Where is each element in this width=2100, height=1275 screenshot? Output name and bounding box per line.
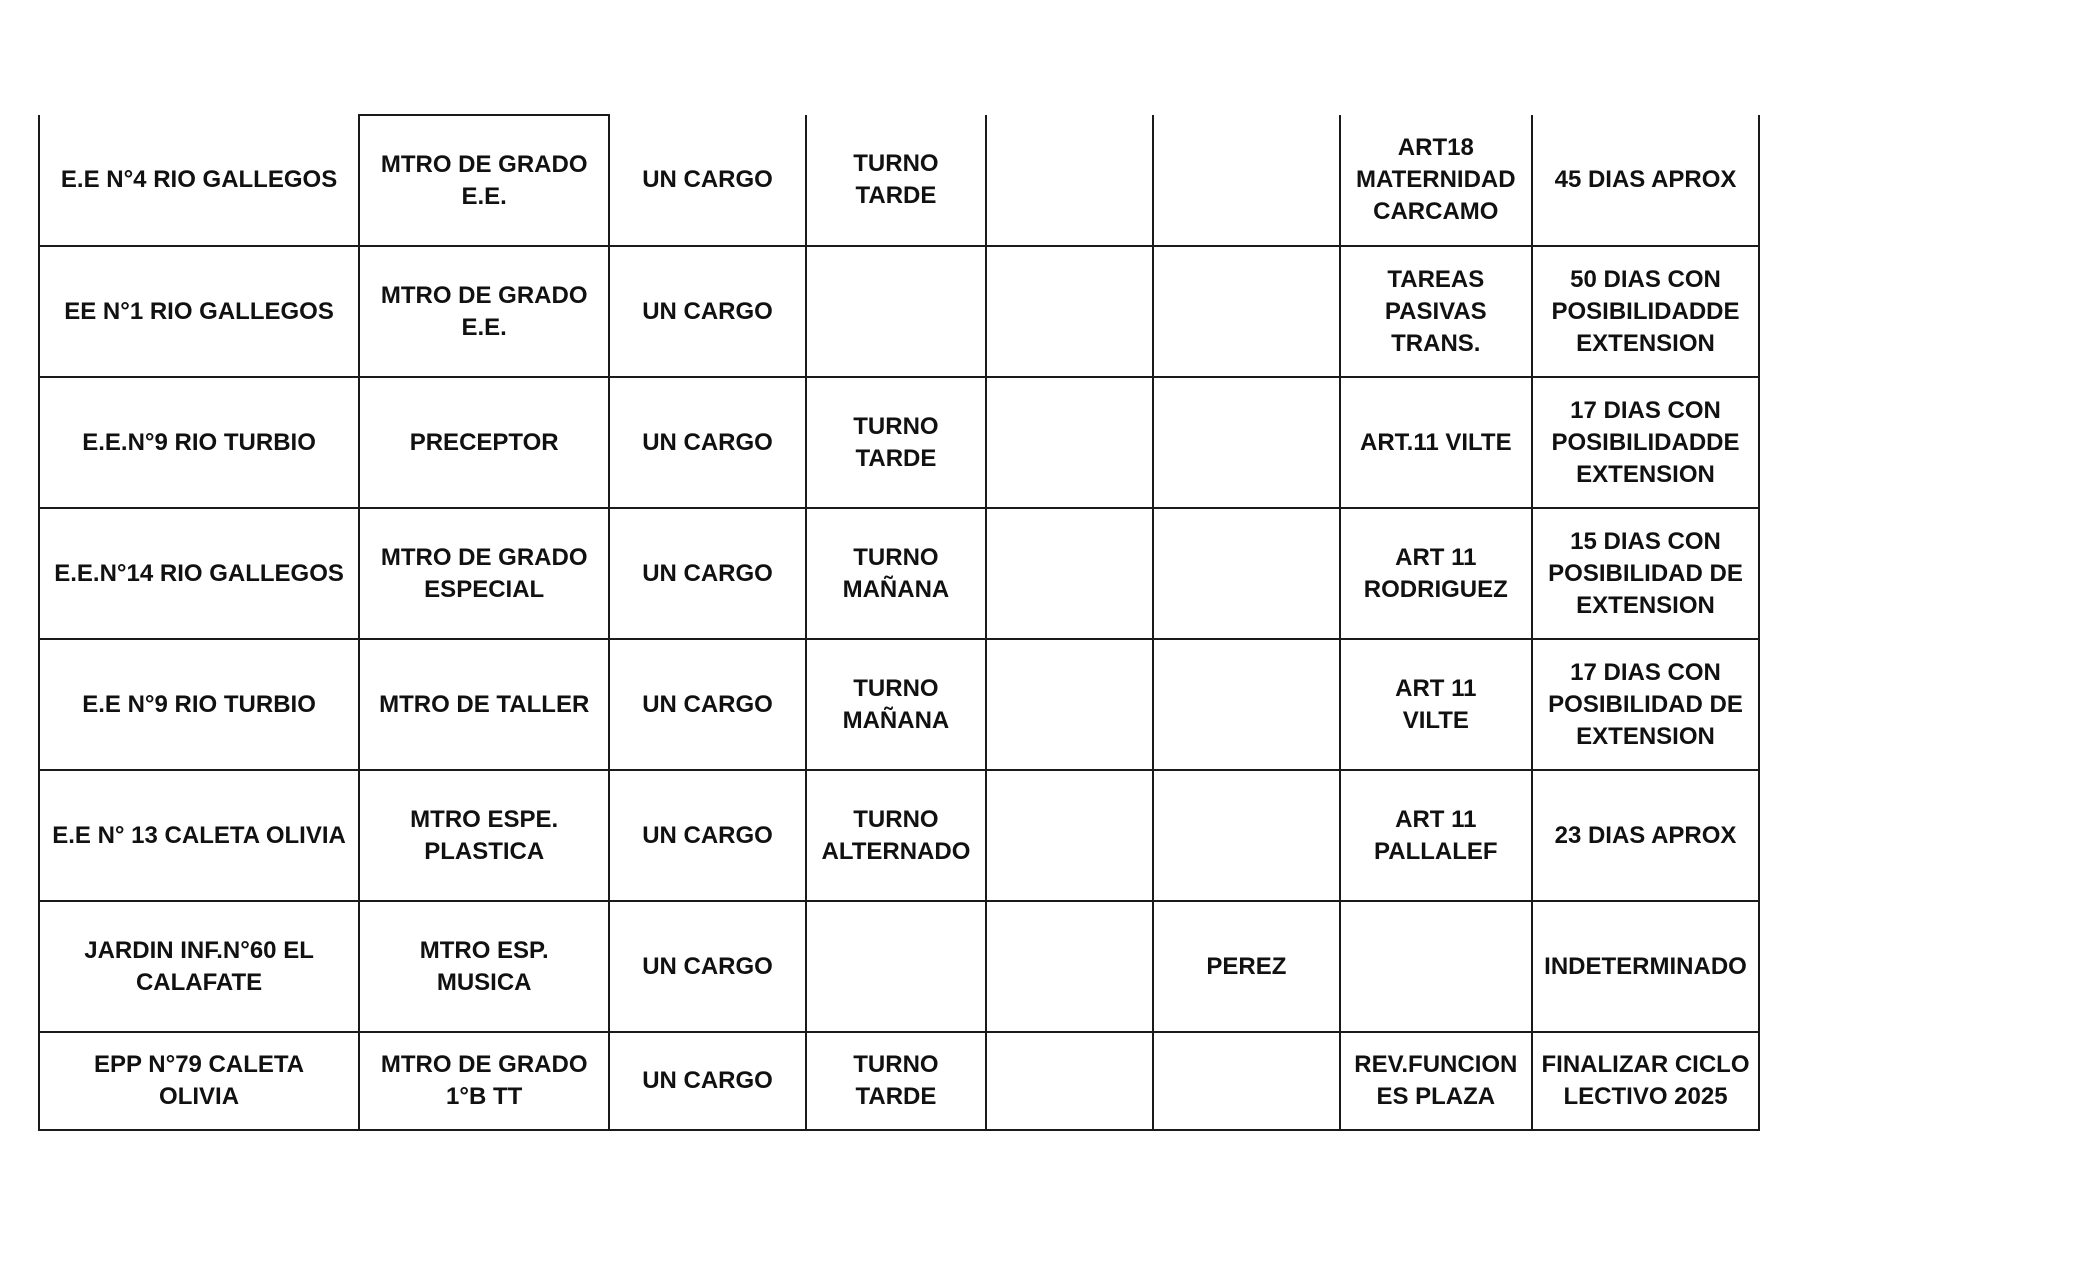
quantity-cell: UN CARGO <box>609 639 806 770</box>
reason-cell: ART 11 PALLALEF <box>1340 770 1532 901</box>
empty-cell <box>986 770 1153 901</box>
quantity-cell: UN CARGO <box>609 115 806 246</box>
table-row <box>39 639 1759 770</box>
reason-cell: ART18 MATERNIDAD CARCAMO <box>1340 115 1532 246</box>
table-row <box>39 377 1759 508</box>
table-row <box>39 1032 1759 1130</box>
school-cell: E.E.N°14 RIO GALLEGOS <box>39 508 359 639</box>
shift-cell: TURNO MAÑANA <box>806 508 986 639</box>
name-cell <box>1153 639 1339 770</box>
reason-cell: ART 11 RODRIGUEZ <box>1340 508 1532 639</box>
reason-cell: REV.FUNCION ES PLAZA <box>1340 1032 1532 1130</box>
table-row <box>39 508 1759 639</box>
empty-cell <box>986 246 1153 377</box>
table-row <box>39 115 1759 246</box>
empty-cell <box>986 901 1153 1032</box>
position-cell: MTRO DE GRADO E.E. <box>359 115 609 246</box>
duration-cell: 50 DIAS CON POSIBILIDADDE EXTENSION <box>1532 246 1759 377</box>
position-cell: MTRO DE GRADO ESPECIAL <box>359 508 609 639</box>
name-cell <box>1153 115 1339 246</box>
duration-cell: 23 DIAS APROX <box>1532 770 1759 901</box>
empty-cell <box>986 508 1153 639</box>
vacancy-table <box>38 114 1760 1131</box>
table-row <box>39 770 1759 901</box>
duration-cell: 15 DIAS CON POSIBILIDAD DE EXTENSION <box>1532 508 1759 639</box>
empty-cell <box>986 115 1153 246</box>
table-row <box>39 246 1759 377</box>
shift-cell: TURNO TARDE <box>806 377 986 508</box>
shift-cell <box>806 246 986 377</box>
duration-cell: FINALIZAR CICLO LECTIVO 2025 <box>1532 1032 1759 1130</box>
shift-cell: TURNO TARDE <box>806 115 986 246</box>
shift-cell: TURNO TARDE <box>806 1032 986 1130</box>
school-cell: EE N°1 RIO GALLEGOS <box>39 246 359 377</box>
quantity-cell: UN CARGO <box>609 508 806 639</box>
name-cell <box>1153 246 1339 377</box>
quantity-cell: UN CARGO <box>609 246 806 377</box>
quantity-cell: UN CARGO <box>609 901 806 1032</box>
shift-cell <box>806 901 986 1032</box>
duration-cell: 17 DIAS CON POSIBILIDAD DE EXTENSION <box>1532 639 1759 770</box>
empty-cell <box>986 377 1153 508</box>
school-cell: EPP N°79 CALETA OLIVIA <box>39 1032 359 1130</box>
quantity-cell: UN CARGO <box>609 770 806 901</box>
name-cell: PEREZ <box>1153 901 1339 1032</box>
position-cell: MTRO DE TALLER <box>359 639 609 770</box>
empty-cell <box>986 1032 1153 1130</box>
duration-cell: 45 DIAS APROX <box>1532 115 1759 246</box>
reason-cell <box>1340 901 1532 1032</box>
school-cell: E.E N°9 RIO TURBIO <box>39 639 359 770</box>
name-cell <box>1153 770 1339 901</box>
name-cell <box>1153 377 1339 508</box>
school-cell: E.E.N°9 RIO TURBIO <box>39 377 359 508</box>
empty-cell <box>986 639 1153 770</box>
position-cell: MTRO DE GRADO 1°B TT <box>359 1032 609 1130</box>
duration-cell: 17 DIAS CON POSIBILIDADDE EXTENSION <box>1532 377 1759 508</box>
duration-cell: INDETERMINADO <box>1532 901 1759 1032</box>
shift-cell: TURNO ALTERNADO <box>806 770 986 901</box>
position-cell: MTRO ESP. MUSICA <box>359 901 609 1032</box>
reason-cell: ART 11 VILTE <box>1340 639 1532 770</box>
reason-cell: ART.11 VILTE <box>1340 377 1532 508</box>
quantity-cell: UN CARGO <box>609 377 806 508</box>
position-cell: PRECEPTOR <box>359 377 609 508</box>
reason-cell: TAREAS PASIVAS TRANS. <box>1340 246 1532 377</box>
position-cell: MTRO DE GRADO E.E. <box>359 246 609 377</box>
name-cell <box>1153 1032 1339 1130</box>
shift-cell: TURNO MAÑANA <box>806 639 986 770</box>
quantity-cell: UN CARGO <box>609 1032 806 1130</box>
school-cell: JARDIN INF.N°60 EL CALAFATE <box>39 901 359 1032</box>
table-row <box>39 901 1759 1032</box>
position-cell: MTRO ESPE. PLASTICA <box>359 770 609 901</box>
name-cell <box>1153 508 1339 639</box>
school-cell: E.E N° 13 CALETA OLIVIA <box>39 770 359 901</box>
school-cell: E.E N°4 RIO GALLEGOS <box>39 115 359 246</box>
table-body <box>39 115 1759 1130</box>
